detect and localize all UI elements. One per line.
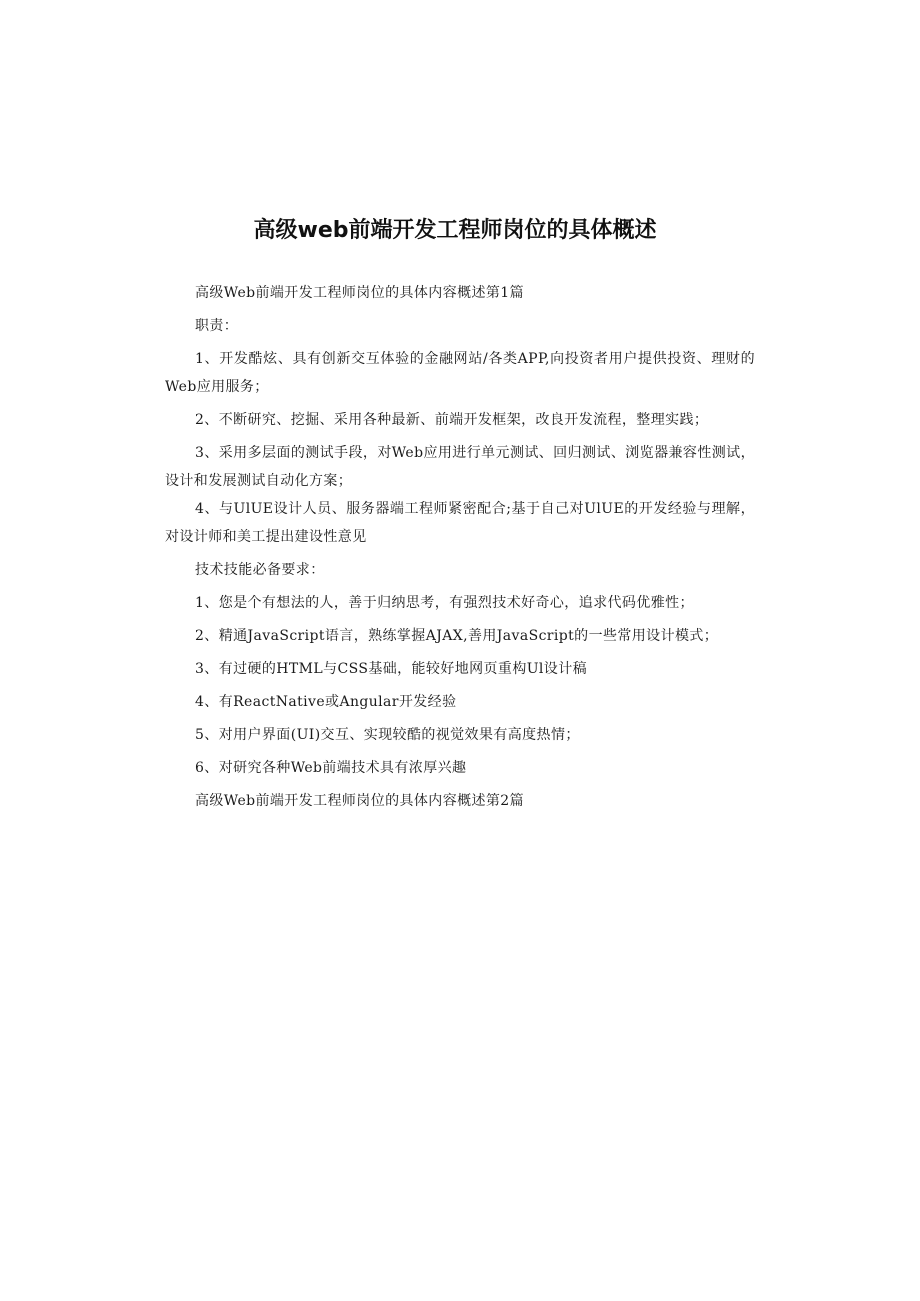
skills-heading: 技术技能必备要求： [195, 562, 325, 578]
duties-heading: 职责： [195, 318, 239, 334]
skill-item-2: 2、精通JavaScript语言，熟练掌握AJAX,善用JavaScript的一些常用设计模式； [195, 628, 719, 644]
duty-item-4: 4、与UlUE设计人员、服务器端工程师紧密配合;基于自己对UlUE的开发经验与理解，对设计师和美工提出建设性意见 [165, 501, 755, 545]
section-heading-2: 高级Web前端开发工程师岗位的具体内容概述第2篇 [195, 793, 525, 809]
skill-item-1: 1、您是个有想法的人，善于归纳思考，有强烈技术好奇心，追求代码优雅性； [195, 595, 694, 611]
duty-item-1: 1、开发酷炫、具有创新交互体验的金融网站/各类APP,向投资者用户提供投资、理财的Web应用服务； [165, 351, 755, 395]
document-body [165, 279, 755, 815]
skill-item-3: 3、有过硬的HTML与CSS基础，能较好地网页重构Ul设计稿 [195, 661, 588, 677]
duty-item-3: 3、采用多层面的测试手段，对Web应用进行单元测试、回归测试、浏览器兼容性测试，设计和发展测试自动化方案； [165, 445, 755, 489]
skill-item-4: 4、有ReactNative或Angular开发经验 [195, 694, 457, 710]
skill-item-6: 6、对研究各种Web前端技术具有浓厚兴趣 [195, 760, 467, 776]
skill-item-5: 5、对用户界面(UI)交互、实现较酷的视觉效果有高度热情； [195, 727, 580, 743]
document-title: 高级web前端开发工程师岗位的具体概述 [253, 218, 657, 243]
duty-item-2: 2、不断研究、挖掘、采用各种最新、前端开发框架，改良开发流程，整理实践； [195, 412, 709, 428]
section-heading-1: 高级Web前端开发工程师岗位的具体内容概述第1篇 [195, 285, 525, 301]
